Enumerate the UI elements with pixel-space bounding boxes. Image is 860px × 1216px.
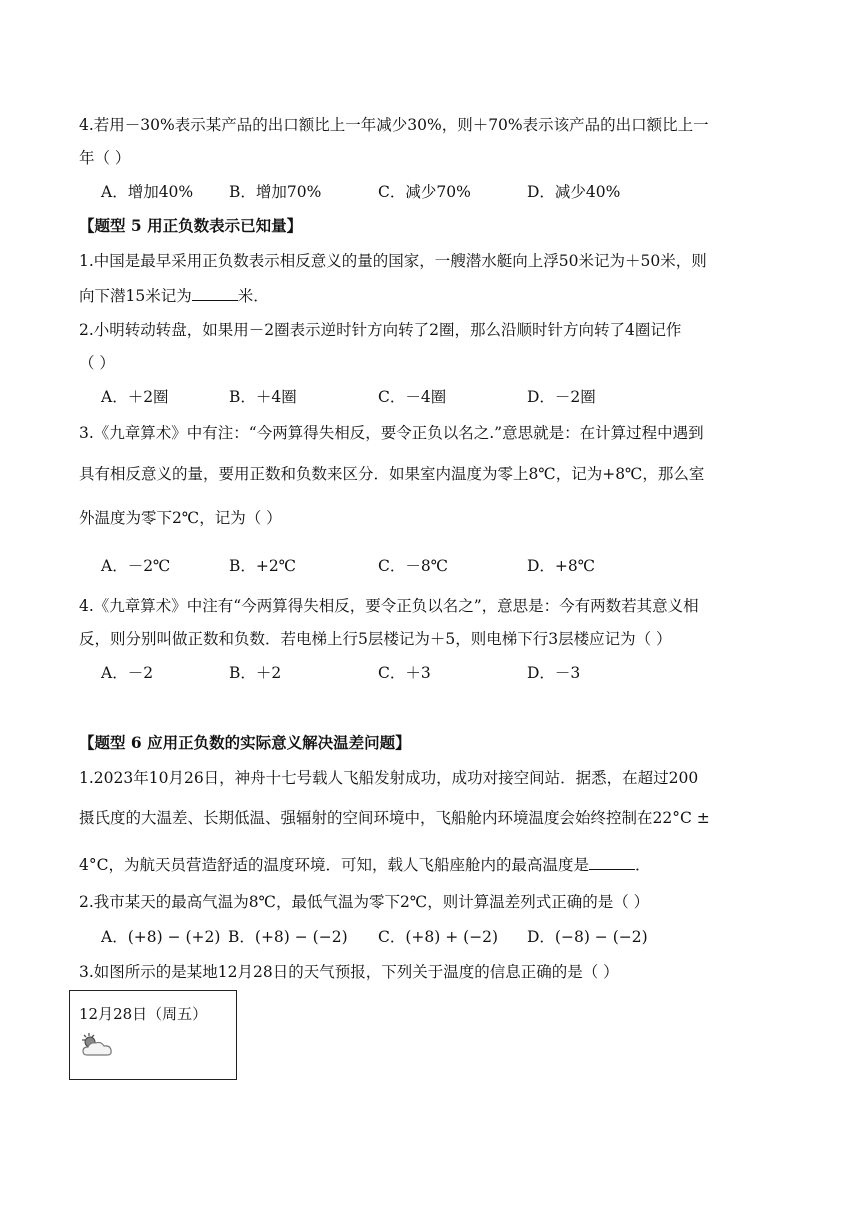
t6-q1-line-1: 1.2023年10月26日，神舟十七号载人飞船发射成功，成功对接空间站．据悉，在超过200 [79,769,699,787]
option-c: C．－8℃ [378,557,449,575]
section-heading-type-5: 【题型 5 用正负数表示已知量】 [79,216,303,235]
option-b: B．+2℃ [229,557,297,575]
option-a: A．(+8) − (+2) [101,928,221,946]
t6-q1-line-2: 摄氏度的大温差、长期低温、强辐射的空间环境中，飞船舱内环境温度会始终控制在22°C ± [79,809,710,827]
option-d: D．减少40% [527,183,621,201]
t6-q1-line-3 [79,855,651,875]
partly-cloudy-icon [79,1031,119,1063]
option-c: C．＋3 [378,664,431,682]
answer-blank [192,286,238,301]
t6-q1-line-3-text: 4°C，为航天员营造舒适的温度环境．可知，载人飞船座舱内的最高温度是 [79,856,589,874]
option-a: A．－2℃ [101,557,171,575]
t5-q1-line-2 [79,286,269,306]
answer-blank [589,855,635,870]
option-b: B．(+8) − (−2) [228,928,348,946]
option-a: A．＋2圈 [101,388,169,406]
t5-q3-line-3: 外温度为零下2℃，记为（ ） [79,509,282,527]
t6-q2-line-1: 2.我市某天的最高气温为8℃，最低气温为零下2℃，则计算温差列式正确的是（ ） [79,893,650,911]
option-a: A．－2 [101,664,154,682]
t5-q2-line-2: （ ） [79,354,115,372]
t5-q1-line-2-text: 向下潜15米记为 [79,287,192,305]
t6-q3-line-1: 3.如图所示的是某地12月28日的天气预报，下列关于温度的信息正确的是（ ） [79,963,619,981]
option-d: D．－3 [527,664,581,682]
option-a: A．增加40% [101,183,194,201]
option-c: C．(+8) + (−2) [378,928,499,946]
option-c: C．－4圈 [378,388,447,406]
option-b: B．＋4圈 [229,388,297,406]
forecast-date: 12月28日（周五） [79,1005,208,1023]
t5-q3-line-1: 3.《九章算术》中有注：“今两算得失相反，要令正负以名之.”意思就是：在计算过程中遇到 [79,424,704,442]
question-4-line-1: 4.若用－30%表示某产品的出口额比上一年减少30%，则＋70%表示该产品的出口额比上一 [79,116,709,134]
t5-q4-line-2: 反，则分别叫做正数和负数．若电梯上行5层楼记为＋5，则电梯下行3层楼应记为（ ） [79,630,672,648]
t5-q4-line-1: 4.《九章算术》中注有“今两算得失相反，要令正负以名之”，意思是：今有两数若其意义相 [79,597,699,615]
option-d: D．－2圈 [527,388,596,406]
question-4-line-2: 年（ ） [79,149,131,167]
t6-q1-line-3-end: ． [634,856,651,874]
t5-q1-line-2-unit: 米． [237,287,269,305]
section-heading-type-6: 【题型 6 应用正负数的实际意义解决温差问题】 [79,733,411,752]
t5-q1-line-1: 1.中国是最早采用正负数表示相反意义的量的国家，一艘潜水艇向上浮50米记为＋50米，则 [79,252,707,270]
weather-forecast-box [69,990,237,1080]
option-b: B．＋2 [229,664,282,682]
option-d: D．+8℃ [527,557,596,575]
option-d: D．(−8) − (−2) [527,928,648,946]
option-b: B．增加70% [229,183,322,201]
t5-q2-line-1: 2.小明转动转盘，如果用－2圈表示逆时针方向转了2圈，那么沿顺时针方向转了4圈记作 [79,321,682,339]
t5-q3-line-2: 具有相反意义的量，要用正数和负数来区分．如果室内温度为零上8℃，记为+8℃，那么室 [79,465,705,483]
option-c: C．减少70% [378,183,471,201]
